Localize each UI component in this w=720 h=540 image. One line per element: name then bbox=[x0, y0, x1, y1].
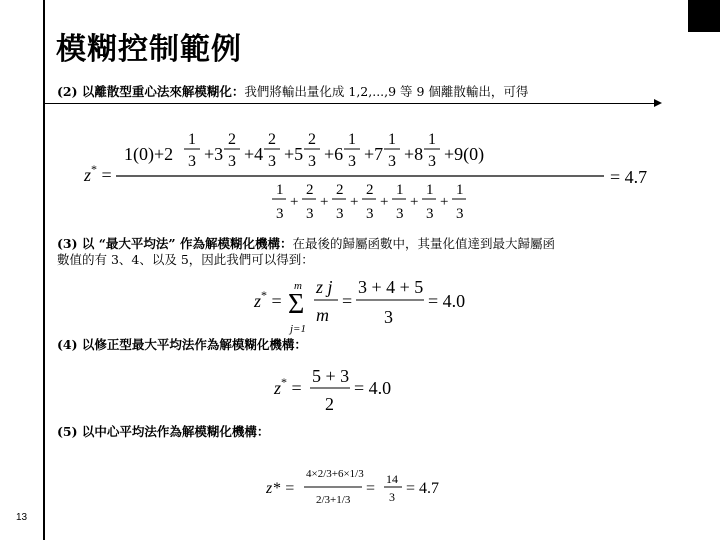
svg-text:=: = bbox=[342, 291, 353, 311]
equation-3 bbox=[270, 368, 420, 416]
eq4-mid: = bbox=[366, 480, 376, 497]
eq2-result: = 4.0 bbox=[428, 291, 466, 311]
svg-text:2: 2 bbox=[308, 131, 316, 148]
svg-text:3: 3 bbox=[228, 153, 236, 170]
section-5-heading: (5) 以中心平均法作為解模糊化機構： bbox=[57, 424, 270, 439]
svg-text:+7: +7 bbox=[364, 144, 384, 164]
svg-text:1: 1 bbox=[388, 131, 396, 148]
section-3-body-2: 數值的有 3、4、以及 5，因此我們可以得到： bbox=[57, 252, 314, 267]
svg-text:3: 3 bbox=[188, 153, 196, 170]
svg-text:2: 2 bbox=[366, 182, 374, 198]
svg-text:+9(0): +9(0) bbox=[444, 144, 485, 164]
section-4-heading: (4) 以修正型最大平均法作為解模糊化機構： bbox=[57, 337, 307, 352]
svg-text:3: 3 bbox=[396, 206, 404, 222]
svg-text:+: + bbox=[320, 194, 329, 210]
svg-text:+6: +6 bbox=[324, 144, 344, 164]
svg-text:3: 3 bbox=[456, 206, 464, 222]
eq4-frac-num: 14 bbox=[386, 472, 398, 486]
svg-text:2: 2 bbox=[228, 131, 236, 148]
page-title: 模糊控制範例 bbox=[56, 32, 242, 67]
eq4-numerator: 4×2/3+6×1/3 bbox=[306, 468, 364, 480]
svg-text:+4: +4 bbox=[244, 144, 264, 164]
eq4-lhs: z* = bbox=[266, 480, 296, 497]
svg-text:2: 2 bbox=[336, 182, 344, 198]
svg-text:z* =: z* = bbox=[274, 375, 302, 398]
eq1-num-1: 1(0)+2 bbox=[124, 144, 174, 164]
eq1-result: = 4.7 bbox=[610, 167, 648, 187]
eq4-frac-den: 3 bbox=[389, 490, 395, 504]
equation-1 bbox=[80, 122, 680, 227]
svg-text:+3: +3 bbox=[204, 144, 224, 164]
svg-text:3: 3 bbox=[276, 206, 284, 222]
svg-text:z* =: z* = bbox=[254, 288, 282, 311]
svg-text:1: 1 bbox=[456, 182, 464, 198]
svg-text:+: + bbox=[350, 194, 359, 210]
svg-text:1: 1 bbox=[276, 182, 284, 198]
svg-text:+8: +8 bbox=[404, 144, 424, 164]
svg-text:3: 3 bbox=[428, 153, 436, 170]
svg-text:3: 3 bbox=[306, 206, 314, 222]
section-3-body: 在最後的歸屬函數中，其量化值達到最大歸屬函 bbox=[292, 236, 555, 251]
arrow-head-icon bbox=[654, 99, 662, 107]
svg-text:3: 3 bbox=[308, 153, 316, 170]
svg-text:1: 1 bbox=[426, 182, 434, 198]
svg-text:1: 1 bbox=[428, 131, 436, 148]
svg-text:+: + bbox=[410, 194, 419, 210]
equation-4 bbox=[266, 463, 466, 515]
equation-2 bbox=[250, 275, 490, 337]
eq3-denominator: 2 bbox=[325, 394, 334, 414]
section-2 bbox=[57, 84, 667, 100]
eq2-sum-bottom: j=1 bbox=[290, 323, 306, 335]
horizontal-rule bbox=[43, 103, 656, 104]
eq3-numerator: 5 + 3 bbox=[312, 368, 350, 386]
page-number: 13 bbox=[16, 512, 28, 523]
svg-text:1: 1 bbox=[396, 182, 404, 198]
section-4 bbox=[57, 337, 667, 353]
svg-text:+5: +5 bbox=[284, 144, 304, 164]
svg-text:2: 2 bbox=[268, 131, 276, 148]
eq2-term-bottom: m bbox=[316, 305, 329, 325]
svg-text:2: 2 bbox=[306, 182, 314, 198]
eq4-denominator: 2/3+1/3 bbox=[316, 494, 351, 506]
svg-text:3: 3 bbox=[336, 206, 344, 222]
svg-text:1: 1 bbox=[348, 131, 356, 148]
eq2-term-top: z j bbox=[316, 277, 333, 297]
eq2-numerator: 3 + 4 + 5 bbox=[358, 277, 424, 297]
svg-text:+: + bbox=[380, 194, 389, 210]
eq1-lhs: z* = bbox=[84, 162, 112, 185]
svg-text:1: 1 bbox=[188, 131, 196, 148]
svg-text:+: + bbox=[290, 194, 299, 210]
eq2-sum-top: m bbox=[294, 280, 302, 292]
section-2-body: 我們將輸出量化成 1,2,...,9 等 9 個離散輸出，可得 bbox=[244, 84, 529, 99]
eq4-result: = 4.7 bbox=[406, 480, 440, 497]
eq3-result: = 4.0 bbox=[354, 378, 392, 398]
section-2-heading: (2) 以離散型重心法來解模糊化： bbox=[57, 84, 245, 99]
svg-text:3: 3 bbox=[388, 153, 396, 170]
section-3-heading: (3) 以 “最大平均法” 作為解模糊化機構： bbox=[57, 236, 293, 251]
sigma-icon: Σ bbox=[288, 289, 305, 320]
vertical-rule bbox=[43, 0, 45, 540]
svg-text:3: 3 bbox=[366, 206, 374, 222]
section-5 bbox=[57, 424, 667, 440]
corner-block bbox=[688, 0, 720, 32]
svg-text:3: 3 bbox=[348, 153, 356, 170]
svg-text:+: + bbox=[440, 194, 449, 210]
eq2-denominator: 3 bbox=[384, 307, 393, 327]
svg-text:3: 3 bbox=[268, 153, 276, 170]
svg-text:3: 3 bbox=[426, 206, 434, 222]
section-3 bbox=[57, 236, 667, 268]
